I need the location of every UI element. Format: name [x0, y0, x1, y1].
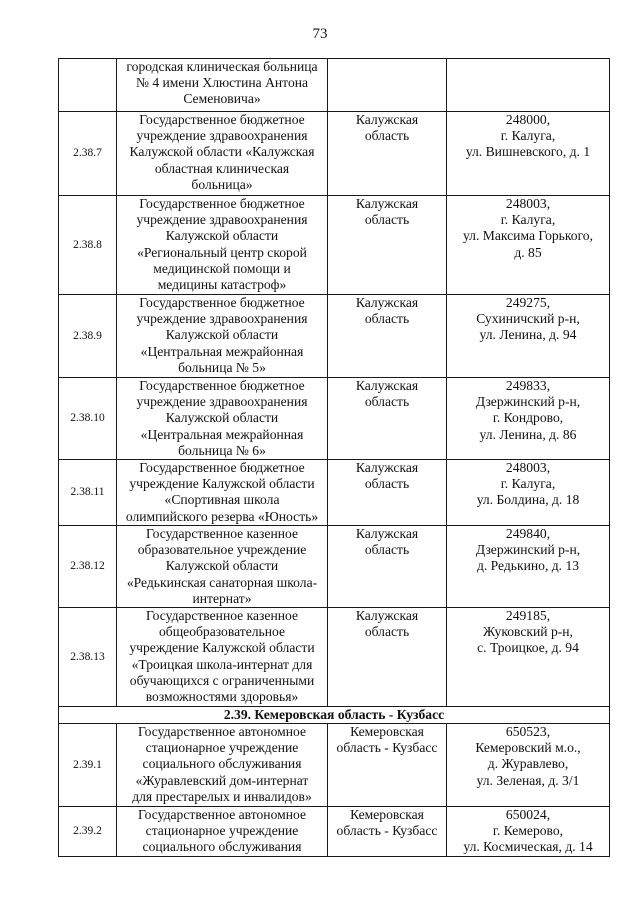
text-line: Государственное автономное: [138, 724, 306, 740]
text-line: «Журавлевский дом-интернат: [135, 772, 309, 788]
text-line: Калужской области «Калужская: [129, 144, 315, 160]
text-line: г. Кемерово,: [492, 823, 564, 839]
text-line: Калужская: [355, 378, 419, 393]
text-line: 248003,: [505, 196, 551, 211]
region-cell: [328, 196, 447, 295]
text-line: Калужской области: [165, 228, 279, 244]
text-line: Государственное бюджетное: [139, 378, 305, 393]
text-line: 249185,: [505, 608, 551, 624]
text-line: больница № 5»: [178, 359, 266, 375]
text-line: учреждение здравоохранения: [136, 394, 308, 410]
organization-name-cell: [117, 807, 328, 857]
text-line: городская клиническая больница: [126, 59, 318, 74]
text-line: область: [364, 542, 410, 558]
organization-name-cell: [117, 59, 328, 112]
text-line: Калужской области: [165, 410, 279, 426]
text-line: учреждение здравоохранения: [136, 128, 308, 144]
text-line: учреждение Калужской области: [129, 640, 315, 656]
organization-name-cell: [117, 378, 328, 460]
row-number: 2.39.1: [59, 724, 117, 807]
organization-name-cell: [117, 460, 328, 526]
address-cell: [447, 807, 610, 857]
text-line: д. Редькино, д. 13: [476, 558, 580, 574]
text-line: д. Журавлево,: [487, 756, 569, 772]
row-number: 2.39.2: [59, 807, 117, 857]
text-line: общеобразовательное: [159, 624, 285, 640]
text-line: ул. Ленина, д. 94: [479, 327, 577, 343]
row-number: 2.38.13: [59, 608, 117, 707]
text-line: учреждение здравоохранения: [136, 311, 308, 327]
table-row: [59, 724, 610, 807]
text-line: ул. Зеленая, д. 3/1: [476, 772, 580, 788]
region-cell: [328, 724, 447, 807]
region-cell: [328, 295, 447, 378]
text-line: Калужская: [355, 196, 419, 211]
address-cell: [447, 526, 610, 608]
organization-name-cell: [117, 608, 328, 707]
row-number: 2.38.12: [59, 526, 117, 608]
row-number: 2.38.10: [59, 378, 117, 460]
text-line: Калужская: [355, 460, 419, 476]
text-line: возможностями здоровья»: [145, 689, 299, 705]
text-line: Жуковский р-н,: [483, 624, 573, 640]
text-line: «Спортивная школа: [164, 492, 280, 508]
text-line: ул. Ленина, д. 86: [479, 426, 577, 442]
row-number: 2.38.11: [59, 460, 117, 526]
text-line: с. Троицкое, д. 94: [477, 640, 579, 656]
text-line: Кемеровская: [350, 724, 424, 740]
text-line: область: [364, 476, 410, 492]
text-line: область: [364, 311, 410, 327]
text-line: ул. Космическая, д. 14: [463, 839, 593, 855]
text-line: г. Калуга,: [500, 212, 556, 228]
table-row: [59, 59, 610, 112]
text-line: Сухиничский р-н,: [476, 311, 580, 327]
text-line: учреждение здравоохранения: [136, 212, 308, 228]
table-row: [59, 378, 610, 460]
region-cell: [328, 608, 447, 707]
region-cell: [328, 59, 447, 112]
section-header-row: [59, 707, 610, 724]
text-line: г. Калуга,: [500, 476, 556, 492]
text-line: Дзержинский р-н,: [475, 394, 581, 410]
page-number: 73: [312, 26, 328, 42]
text-line: Дзержинский р-н,: [475, 542, 581, 558]
address-cell: [447, 59, 610, 112]
text-line: Государственное казенное: [145, 608, 298, 624]
text-line: область: [364, 212, 410, 228]
text-line: область: [364, 394, 410, 410]
text-line: область - Кузбасс: [336, 823, 438, 839]
text-line: 249275,: [505, 295, 551, 310]
text-line: Государственное автономное: [138, 807, 306, 823]
section-title: 2.39. Кемеровская область - Кузбасс: [59, 707, 610, 724]
organization-name-cell: [117, 112, 328, 196]
table-body: [59, 59, 610, 857]
address-cell: [447, 112, 610, 196]
text-line: «Региональный центр скорой: [137, 244, 307, 260]
row-number: 2.38.9: [59, 295, 117, 378]
table-row: [59, 295, 610, 378]
text-line: социального обслуживания: [142, 839, 302, 855]
region-cell: [328, 807, 447, 857]
text-line: Семеновича»: [183, 91, 261, 107]
table-row: [59, 112, 610, 196]
text-line: Государственное бюджетное: [139, 460, 305, 476]
row-number: [59, 59, 117, 112]
table-row: [59, 608, 610, 707]
address-cell: [447, 608, 610, 707]
text-line: больница № 6»: [178, 442, 266, 458]
text-line: Кемеровская: [350, 807, 424, 823]
text-line: область: [364, 624, 410, 640]
organization-name-cell: [117, 724, 328, 807]
text-line: медицинской помощи и: [153, 260, 291, 276]
table-row: [59, 460, 610, 526]
text-line: 248003,: [505, 460, 551, 476]
text-line: Государственное бюджетное: [139, 112, 305, 127]
text-line: для престарелых и инвалидов»: [132, 788, 312, 804]
row-number: 2.38.8: [59, 196, 117, 295]
text-line: «Центральная межрайонная: [140, 426, 304, 442]
text-line: Калужская: [355, 526, 419, 542]
table-row: [59, 526, 610, 608]
text-line: 249833,: [505, 378, 551, 393]
text-line: ул. Вишневского, д. 1: [465, 144, 591, 160]
text-line: область: [364, 128, 410, 144]
text-line: Калужская: [355, 112, 419, 127]
text-line: Государственное казенное: [145, 526, 298, 542]
text-line: Кемеровский м.о.,: [475, 740, 581, 756]
address-cell: [447, 460, 610, 526]
text-line: олимпийского резерва «Юность»: [125, 508, 319, 524]
organizations-table: [58, 58, 610, 857]
row-number: 2.38.7: [59, 112, 117, 196]
text-line: образовательное учреждение: [137, 542, 307, 558]
organization-name-cell: [117, 295, 328, 378]
text-line: обучающихся с ограниченными: [129, 672, 315, 688]
text-line: 650024,: [505, 807, 551, 823]
text-line: Государственное бюджетное: [139, 295, 305, 310]
text-line: область - Кузбасс: [336, 740, 438, 756]
text-line: «Троицкая школа-интернат для: [131, 656, 313, 672]
text-line: ул. Болдина, д. 18: [476, 492, 580, 508]
text-line: «Редькинская санаторная школа-: [126, 574, 318, 590]
text-line: учреждение Калужской области: [129, 476, 315, 492]
text-line: стационарное учреждение: [145, 823, 299, 839]
region-cell: [328, 460, 447, 526]
text-line: Калужская: [355, 295, 419, 310]
text-line: больница»: [191, 176, 253, 192]
region-cell: [328, 526, 447, 608]
text-line: социального обслуживания: [142, 756, 302, 772]
text-line: г. Кондрово,: [492, 410, 564, 426]
text-line: «Центральная межрайонная: [140, 343, 304, 359]
text-line: 249840,: [505, 526, 551, 542]
region-cell: [328, 378, 447, 460]
text-line: медицины катастроф»: [157, 277, 287, 293]
address-cell: [447, 378, 610, 460]
text-line: интернат»: [192, 590, 252, 606]
table-row: [59, 807, 610, 857]
text-line: ул. Максима Горького,: [462, 228, 593, 244]
text-line: д. 85: [514, 244, 542, 260]
text-line: 650523,: [505, 724, 551, 740]
text-line: областная клиническая: [154, 160, 290, 176]
text-line: Калужская: [355, 608, 419, 624]
text-line: стационарное учреждение: [145, 740, 299, 756]
address-cell: [447, 295, 610, 378]
text-line: Государственное бюджетное: [139, 196, 305, 211]
text-line: г. Калуга,: [500, 128, 556, 144]
organization-name-cell: [117, 196, 328, 295]
address-cell: [447, 196, 610, 295]
text-line: Калужской области: [165, 327, 279, 343]
text-line: № 4 имени Хлюстина Антона: [135, 75, 309, 91]
address-cell: [447, 724, 610, 807]
region-cell: [328, 112, 447, 196]
organization-name-cell: [117, 526, 328, 608]
text-line: 248000,: [505, 112, 551, 127]
table-row: [59, 196, 610, 295]
text-line: Калужской области: [165, 558, 279, 574]
